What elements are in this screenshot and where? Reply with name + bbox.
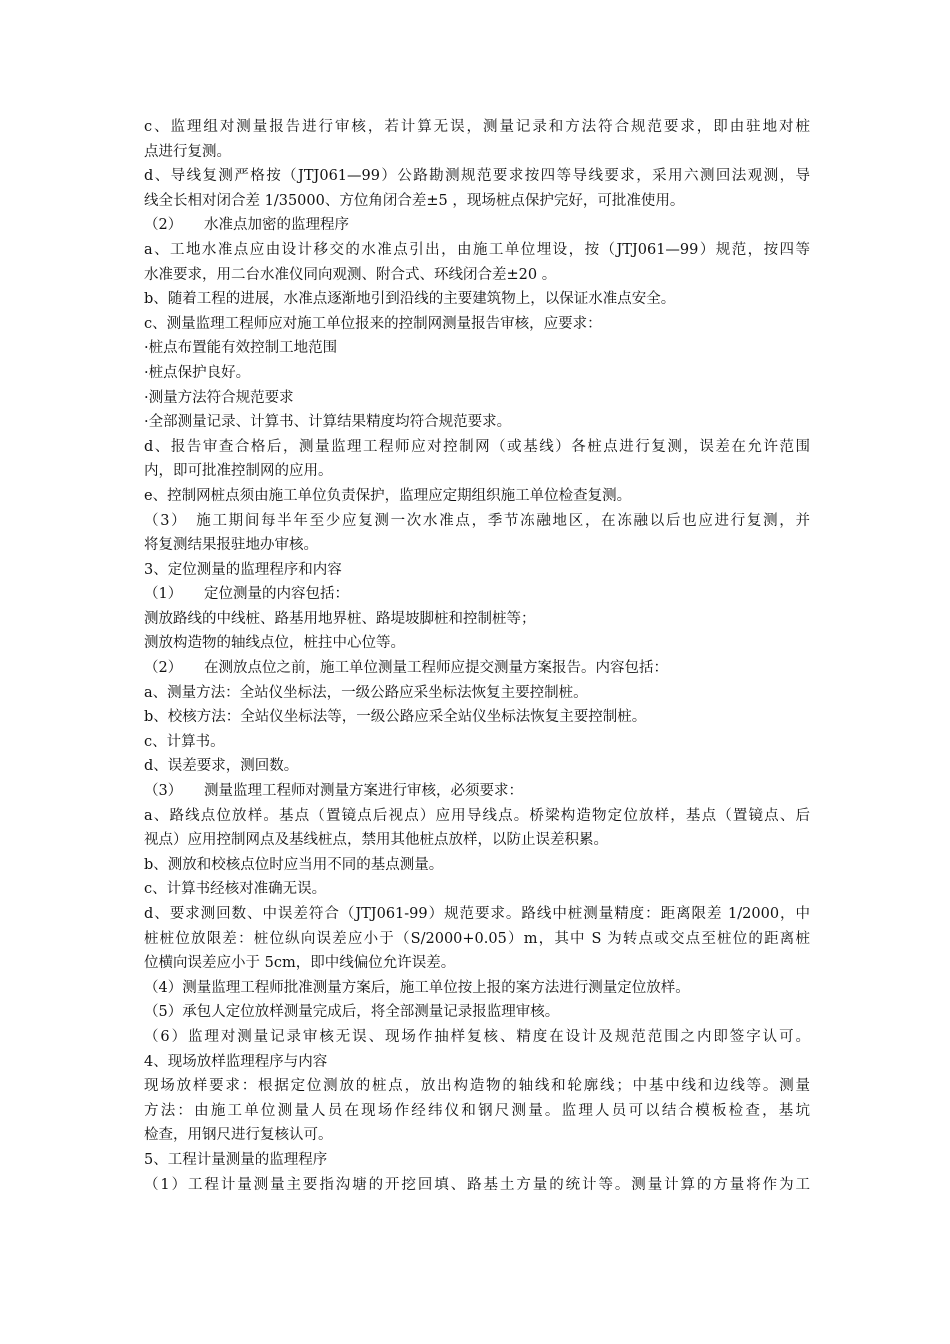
text-line: （1） 定位测量的内容包括： (144, 586, 349, 603)
text-line: （6）监理对测量记录审核无误、现场作抽样复核、精度在设计及规范范围之内即签字认可。 (144, 1028, 810, 1045)
text-line: 3、定位测量的监理程序和内容 (144, 561, 342, 578)
text-line: （1）工程计量测量主要指沟塘的开挖回填、路基土方量的统计等。测量计算的方量将作为工 (144, 1176, 810, 1193)
text-line: b、校核方法：全站仪坐标法等，一级公路应采全站仪坐标法恢复主要控制桩。 (144, 709, 647, 726)
text-line: d、误差要求，测回数。 (144, 758, 299, 775)
text-line: 内，即可批准控制网的应用。 (144, 463, 333, 480)
text-line: c、计算书。 (144, 733, 225, 750)
text-line: 桩桩位放限差：桩位纵向误差应小于（S/2000+0.05）m，其中 S 为转点或交点至桩位的距离桩 (144, 930, 810, 947)
text-line: （4）测量监理工程师批准测量方案后，施工单位按上报的案方法进行测量定位放样。 (144, 979, 690, 996)
text-line: 点进行复测。 (144, 143, 231, 160)
text-line: 视点）应用控制网点及基线桩点，禁用其他桩点放样，以防止误差积累。 (144, 832, 608, 849)
text-line: （2） 在测放点位之前，施工单位测量工程师应提交测量方案报告。内容包括： (144, 660, 668, 677)
text-line: e、控制网桩点须由施工单位负责保护，监理应定期组织施工单位检查复测。 (144, 487, 632, 504)
text-line: a、工地水准点应由设计移交的水准点引出，由施工单位埋设，按（JTJ061—99）规范，按四等 (144, 241, 810, 258)
text-line: （5）承包人定位放样测量完成后，将全部测量记录报监理审核。 (144, 1004, 560, 1021)
text-line: c、监理组对测量报告进行审核，若计算无误，测量记录和方法符合规范要求，即由驻地对桩 (144, 119, 810, 135)
text-line: 5、工程计量测量的监理程序 (144, 1151, 328, 1168)
text-line: 位横向误差应小于 5cm，即中线偏位允许误差。 (144, 955, 456, 972)
text-line: a、路线点位放样。基点（置镜点后视点）应用导线点。桥梁构造物定位放样，基点（置镜点、后 (144, 807, 810, 824)
text-line: 现场放样要求：根据定位测放的桩点，放出构造物的轴线和轮廓线；中基中线和边线等。测量 (144, 1078, 810, 1095)
document-body (144, 115, 810, 1197)
text-line: 水准要求，用二台水准仪同向观测、附合式、环线闭合差±20 。 (144, 266, 557, 283)
text-line: ·桩点保护良好。 (144, 364, 251, 381)
text-line: 方法：由施工单位测量人员在现场作经纬仪和钢尺测量。监理人员可以结合模板检查，基坑 (144, 1102, 810, 1119)
text-line: 将复测结果报驻地办审核。 (144, 537, 318, 554)
text-line: c、计算书经核对准确无误。 (144, 881, 327, 898)
text-line: 检查，用钢尺进行复核认可。 (144, 1127, 333, 1144)
text-line: a、测量方法：全站仪坐标法，一级公路应采坐标法恢复主要控制桩。 (144, 684, 588, 701)
text-line: ·全部测量记录、计算书、计算结果精度均符合规范要求。 (144, 414, 512, 431)
text-line: 4、现场放样监理程序与内容 (144, 1053, 328, 1070)
text-line: 测放路线的中线桩、路基用地界桩、路堤坡脚桩和控制桩等； (144, 610, 536, 627)
text-line: b、测放和校核点位时应当用不同的基点测量。 (144, 856, 444, 873)
text-line: c、测量监理工程师应对施工单位报来的控制网测量报告审核，应要求： (144, 315, 602, 332)
text-line: 线全长相对闭合差 1/35000、方位角闭合差±5 ，现场桩点保护完好，可批准使用。 (144, 192, 685, 209)
text-line: ·桩点布置能有效控制工地范围 (144, 340, 338, 357)
text-line: d、报告审查合格后，测量监理工程师应对控制网（或基线）各桩点进行复测，误差在允许范围 (144, 438, 810, 455)
text-line: d、导线复测严格按（JTJ061—99）公路勘测规范要求按四等导线要求，采用六测回法观测，导 (144, 168, 810, 185)
text-line: （2） 水准点加密的监理程序 (144, 217, 349, 234)
text-line: （3） 施工期间每半年至少应复测一次水准点，季节冻融地区，在冻融以后也应进行复测，并 (144, 512, 810, 529)
text-line: （3） 测量监理工程师对测量方案进行审核，必须要求： (144, 783, 523, 800)
text-line: d、要求测回数、中误差符合（JTJ061-99）规范要求。路线中桩测量精度：距离限差 1/2000，中 (144, 906, 810, 922)
text-line: 测放构造物的轴线点位，桩拄中心位等。 (144, 635, 405, 652)
text-line: ·测量方法符合规范要求 (144, 389, 294, 406)
text-line: b、随着工程的进展，水准点逐渐地引到沿线的主要建筑物上，以保证水准点安全。 (144, 291, 676, 308)
